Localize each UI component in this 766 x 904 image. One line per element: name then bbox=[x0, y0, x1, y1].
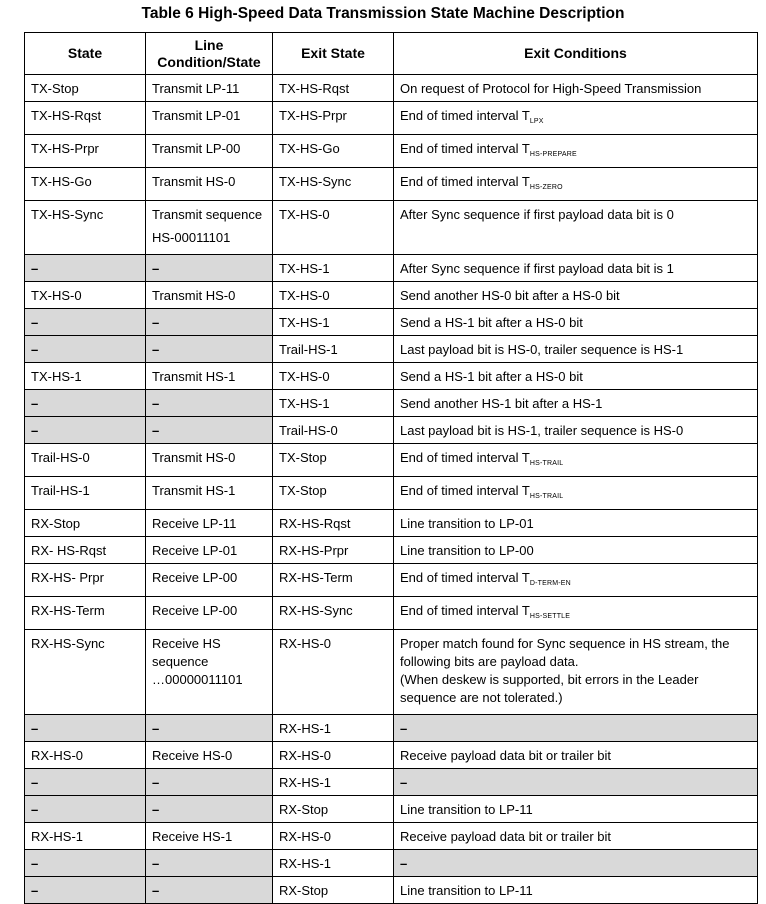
line-cell bbox=[146, 715, 273, 742]
exit-state-cell bbox=[273, 769, 394, 796]
exit-state-cell bbox=[273, 630, 394, 715]
state-cell bbox=[25, 877, 146, 904]
condition-line: End of timed interval T bbox=[400, 450, 530, 465]
condition-text bbox=[400, 107, 751, 131]
exit-state-cell bbox=[273, 417, 394, 444]
exit-condition-cell bbox=[394, 715, 758, 742]
exit-state-cell bbox=[273, 715, 394, 742]
line-text: Transmit HS-0 bbox=[152, 288, 236, 303]
condition-text bbox=[400, 140, 751, 164]
line-cell bbox=[146, 850, 273, 877]
state-cell bbox=[25, 742, 146, 769]
table-row bbox=[25, 715, 758, 742]
condition-line: – bbox=[400, 721, 408, 736]
state-cell bbox=[25, 537, 146, 564]
exit-state-cell bbox=[273, 537, 394, 564]
exit-state-cell bbox=[273, 796, 394, 823]
state-text: – bbox=[31, 721, 39, 736]
header-line-line2: Condition/State bbox=[157, 53, 261, 70]
condition-text bbox=[400, 569, 751, 593]
line-text: – bbox=[152, 396, 160, 411]
condition-line: Proper match found for Sync sequence in HS stream, the bbox=[400, 636, 730, 651]
state-text: RX-HS-Term bbox=[31, 603, 105, 618]
condition-text bbox=[400, 542, 751, 560]
line-cell bbox=[146, 597, 273, 630]
line-cell bbox=[146, 255, 273, 282]
state-text: – bbox=[31, 775, 39, 790]
condition-text bbox=[400, 482, 751, 506]
exit-state-text: TX-HS-0 bbox=[279, 369, 330, 384]
state-cell bbox=[25, 282, 146, 309]
line-text: – bbox=[152, 856, 160, 871]
exit-state-cell bbox=[273, 742, 394, 769]
table-row bbox=[25, 630, 758, 715]
table-row bbox=[25, 390, 758, 417]
line-text: sequence bbox=[152, 654, 209, 669]
state-cell bbox=[25, 75, 146, 102]
condition-line: – bbox=[400, 856, 408, 871]
condition-line: End of timed interval T bbox=[400, 108, 530, 123]
condition-line: Last payload bit is HS-1, trailer sequence is HS-0 bbox=[400, 423, 684, 438]
table-row bbox=[25, 336, 758, 363]
exit-condition-cell bbox=[394, 597, 758, 630]
exit-state-text: TX-Stop bbox=[279, 483, 327, 498]
exit-state-text: RX-HS-0 bbox=[279, 748, 332, 763]
line-cell bbox=[146, 168, 273, 201]
state-cell bbox=[25, 309, 146, 336]
state-text: RX-HS-Sync bbox=[31, 636, 105, 651]
exit-state-text: TX-HS-Go bbox=[279, 141, 340, 156]
state-text: TX-HS-Go bbox=[31, 174, 92, 189]
state-text: – bbox=[31, 802, 39, 817]
line-text: – bbox=[152, 721, 160, 736]
line-text: Receive HS-1 bbox=[152, 829, 233, 844]
condition-text bbox=[400, 422, 751, 440]
condition-text bbox=[400, 747, 751, 765]
condition-line: Send a HS-1 bit after a HS-0 bit bbox=[400, 369, 583, 384]
line-text: Receive HS-0 bbox=[152, 748, 233, 763]
line-text: Receive LP-11 bbox=[152, 516, 237, 531]
timing-subscript: LPX bbox=[529, 118, 544, 125]
line-cell bbox=[146, 796, 273, 823]
line-text: Receive LP-00 bbox=[152, 603, 238, 618]
state-cell bbox=[25, 477, 146, 510]
condition-line: End of timed interval T bbox=[400, 141, 530, 156]
state-text: TX-HS-Sync bbox=[31, 207, 104, 222]
condition-line: – bbox=[400, 775, 408, 790]
condition-line: Line transition to LP-11 bbox=[400, 802, 533, 817]
exit-state-cell bbox=[273, 510, 394, 537]
line-text: – bbox=[152, 342, 160, 357]
table-row bbox=[25, 477, 758, 510]
header-line-line1: Line bbox=[194, 36, 224, 53]
table-row bbox=[25, 877, 758, 904]
state-cell bbox=[25, 823, 146, 850]
exit-state-cell bbox=[273, 477, 394, 510]
line-cell bbox=[146, 282, 273, 309]
table-row bbox=[25, 75, 758, 102]
state-text: Trail-HS-0 bbox=[31, 450, 90, 465]
condition-text bbox=[400, 173, 751, 197]
line-cell bbox=[146, 201, 273, 255]
state-cell bbox=[25, 564, 146, 597]
line-text: HS-00011101 bbox=[152, 230, 231, 245]
line-cell bbox=[146, 336, 273, 363]
table-row bbox=[25, 255, 758, 282]
condition-line: following bits are payload data. bbox=[400, 654, 579, 669]
state-text: – bbox=[31, 261, 39, 276]
table-row bbox=[25, 102, 758, 135]
condition-text bbox=[400, 653, 751, 671]
exit-state-cell bbox=[273, 75, 394, 102]
exit-condition-cell bbox=[394, 769, 758, 796]
state-text: TX-HS-Prpr bbox=[31, 141, 99, 156]
table-row bbox=[25, 363, 758, 390]
exit-condition-cell bbox=[394, 417, 758, 444]
exit-state-text: Trail-HS-1 bbox=[279, 342, 338, 357]
table-row bbox=[25, 168, 758, 201]
state-text: – bbox=[31, 856, 39, 871]
condition-line: Line transition to LP-01 bbox=[400, 516, 534, 531]
exit-state-text: RX-HS-1 bbox=[279, 721, 332, 736]
exit-state-cell bbox=[273, 309, 394, 336]
exit-state-cell bbox=[273, 336, 394, 363]
state-cell bbox=[25, 597, 146, 630]
exit-condition-cell bbox=[394, 336, 758, 363]
state-text: Trail-HS-1 bbox=[31, 483, 90, 498]
line-text: Receive LP-00 bbox=[152, 570, 238, 585]
exit-state-text: TX-HS-Prpr bbox=[279, 108, 347, 123]
line-text: Transmit LP-01 bbox=[152, 108, 241, 123]
state-text: TX-Stop bbox=[31, 81, 79, 96]
exit-condition-cell bbox=[394, 877, 758, 904]
state-text: RX-HS-1 bbox=[31, 829, 84, 844]
condition-line: End of timed interval T bbox=[400, 570, 530, 585]
exit-state-text: RX-HS-1 bbox=[279, 856, 332, 871]
line-text: Transmit HS-1 bbox=[152, 483, 236, 498]
exit-condition-cell bbox=[394, 255, 758, 282]
exit-condition-cell bbox=[394, 102, 758, 135]
exit-condition-cell bbox=[394, 201, 758, 255]
line-text: …00000011101 bbox=[152, 672, 243, 687]
state-text: – bbox=[31, 315, 39, 330]
line-cell bbox=[146, 363, 273, 390]
table-row bbox=[25, 597, 758, 630]
condition-text bbox=[400, 449, 751, 473]
exit-state-cell bbox=[273, 102, 394, 135]
condition-line: (When deskew is supported, bit errors in the Leader bbox=[400, 672, 699, 687]
state-cell bbox=[25, 102, 146, 135]
state-cell bbox=[25, 168, 146, 201]
table-row bbox=[25, 564, 758, 597]
exit-state-text: RX-HS-Sync bbox=[279, 603, 353, 618]
condition-text bbox=[400, 774, 751, 792]
line-text: – bbox=[152, 775, 160, 790]
header-line-condition bbox=[146, 33, 273, 75]
condition-line: Line transition to LP-11 bbox=[400, 883, 533, 898]
line-text: Receive HS bbox=[152, 636, 221, 651]
line-cell bbox=[146, 823, 273, 850]
exit-state-text: TX-HS-1 bbox=[279, 315, 330, 330]
state-text: – bbox=[31, 883, 39, 898]
line-text: Transmit HS-0 bbox=[152, 174, 236, 189]
condition-text bbox=[400, 801, 751, 819]
exit-state-cell bbox=[273, 850, 394, 877]
exit-state-text: RX-Stop bbox=[279, 883, 329, 898]
state-text: – bbox=[31, 396, 39, 411]
exit-condition-cell bbox=[394, 444, 758, 477]
exit-condition-cell bbox=[394, 135, 758, 168]
exit-condition-cell bbox=[394, 742, 758, 769]
line-text: Transmit sequence bbox=[152, 207, 263, 222]
exit-state-cell bbox=[273, 255, 394, 282]
state-cell bbox=[25, 336, 146, 363]
state-cell bbox=[25, 796, 146, 823]
line-cell bbox=[146, 390, 273, 417]
condition-line: Send another HS-1 bit after a HS-1 bbox=[400, 396, 603, 411]
condition-line: End of timed interval T bbox=[400, 174, 530, 189]
condition-text bbox=[400, 689, 751, 707]
table-row bbox=[25, 769, 758, 796]
exit-state-text: RX-HS-1 bbox=[279, 775, 332, 790]
state-cell bbox=[25, 850, 146, 877]
exit-condition-cell bbox=[394, 796, 758, 823]
exit-condition-cell bbox=[394, 630, 758, 715]
exit-state-cell bbox=[273, 135, 394, 168]
state-cell bbox=[25, 444, 146, 477]
line-cell bbox=[146, 742, 273, 769]
line-text: Transmit HS-0 bbox=[152, 450, 236, 465]
exit-state-text: TX-HS-1 bbox=[279, 396, 330, 411]
condition-line: On request of Protocol for High-Speed Transmission bbox=[400, 81, 702, 96]
exit-state-cell bbox=[273, 390, 394, 417]
exit-condition-cell bbox=[394, 510, 758, 537]
exit-state-text: TX-HS-1 bbox=[279, 261, 330, 276]
exit-state-text: RX-HS-0 bbox=[279, 636, 332, 651]
timing-subscript: HS-ZERO bbox=[529, 184, 563, 191]
condition-line: Last payload bit is HS-0, trailer sequence is HS-1 bbox=[400, 342, 684, 357]
table-row bbox=[25, 742, 758, 769]
line-text: – bbox=[152, 315, 160, 330]
table-row bbox=[25, 537, 758, 564]
exit-state-text: RX-HS-0 bbox=[279, 829, 332, 844]
exit-condition-cell bbox=[394, 309, 758, 336]
exit-condition-cell bbox=[394, 168, 758, 201]
state-machine-table bbox=[24, 32, 758, 904]
state-cell bbox=[25, 769, 146, 796]
exit-state-cell bbox=[273, 564, 394, 597]
table-row bbox=[25, 850, 758, 877]
table-row bbox=[25, 417, 758, 444]
condition-text bbox=[400, 368, 751, 386]
timing-subscript: HS-SETTLE bbox=[529, 613, 571, 620]
condition-text bbox=[400, 206, 751, 224]
exit-state-cell bbox=[273, 363, 394, 390]
line-cell bbox=[146, 537, 273, 564]
condition-text bbox=[400, 720, 751, 738]
state-cell bbox=[25, 255, 146, 282]
exit-state-text: RX-HS-Rqst bbox=[279, 516, 351, 531]
table-row bbox=[25, 510, 758, 537]
condition-text bbox=[400, 314, 751, 332]
state-cell bbox=[25, 363, 146, 390]
state-cell bbox=[25, 201, 146, 255]
exit-state-cell bbox=[273, 201, 394, 255]
table-row bbox=[25, 201, 758, 255]
line-cell bbox=[146, 510, 273, 537]
state-text: TX-HS-1 bbox=[31, 369, 82, 384]
exit-condition-cell bbox=[394, 75, 758, 102]
condition-text bbox=[400, 341, 751, 359]
line-cell bbox=[146, 444, 273, 477]
condition-text bbox=[400, 80, 751, 98]
line-cell bbox=[146, 75, 273, 102]
exit-state-text: TX-HS-0 bbox=[279, 207, 330, 222]
condition-text bbox=[400, 855, 751, 873]
exit-state-cell bbox=[273, 877, 394, 904]
condition-line: sequence are not tolerated.) bbox=[400, 690, 563, 705]
line-cell bbox=[146, 135, 273, 168]
exit-state-text: RX-HS-Term bbox=[279, 570, 353, 585]
line-text: – bbox=[152, 261, 160, 276]
state-cell bbox=[25, 630, 146, 715]
line-cell bbox=[146, 477, 273, 510]
condition-text bbox=[400, 287, 751, 305]
state-cell bbox=[25, 715, 146, 742]
exit-state-cell bbox=[273, 444, 394, 477]
line-cell bbox=[146, 769, 273, 796]
header-row bbox=[25, 33, 758, 75]
exit-state-text: Trail-HS-0 bbox=[279, 423, 338, 438]
exit-condition-cell bbox=[394, 850, 758, 877]
condition-line: Send a HS-1 bit after a HS-0 bit bbox=[400, 315, 583, 330]
state-text: RX-HS- Prpr bbox=[31, 570, 104, 585]
condition-text bbox=[400, 602, 751, 626]
exit-condition-cell bbox=[394, 363, 758, 390]
condition-line: End of timed interval T bbox=[400, 483, 530, 498]
state-cell bbox=[25, 390, 146, 417]
line-text: Receive LP-01 bbox=[152, 543, 238, 558]
timing-subscript: HS-TRAIL bbox=[529, 493, 564, 500]
state-text: RX-Stop bbox=[31, 516, 81, 531]
table-row bbox=[25, 309, 758, 336]
state-cell bbox=[25, 135, 146, 168]
exit-state-text: RX-HS-Prpr bbox=[279, 543, 349, 558]
state-text: – bbox=[31, 342, 39, 357]
exit-state-cell bbox=[273, 168, 394, 201]
exit-state-cell bbox=[273, 597, 394, 630]
exit-state-text: TX-HS-Sync bbox=[279, 174, 352, 189]
exit-condition-cell bbox=[394, 564, 758, 597]
line-text: – bbox=[152, 883, 160, 898]
condition-line: Line transition to LP-00 bbox=[400, 543, 534, 558]
table-title: Table 6 High-Speed Data Transmission State Machine Description bbox=[141, 5, 625, 22]
timing-subscript: HS-TRAIL bbox=[529, 460, 564, 467]
condition-text bbox=[400, 882, 751, 900]
line-text: Transmit HS-1 bbox=[152, 369, 236, 384]
state-text: TX-HS-0 bbox=[31, 288, 82, 303]
line-cell bbox=[146, 309, 273, 336]
condition-text bbox=[400, 515, 751, 533]
exit-condition-cell bbox=[394, 823, 758, 850]
line-text: – bbox=[152, 423, 160, 438]
condition-line: Send another HS-0 bit after a HS-0 bit bbox=[400, 288, 620, 303]
line-text: – bbox=[152, 802, 160, 817]
exit-state-text: TX-Stop bbox=[279, 450, 327, 465]
line-cell bbox=[146, 417, 273, 444]
condition-line: After Sync sequence if first payload data bit is 1 bbox=[400, 261, 674, 276]
exit-state-cell bbox=[273, 823, 394, 850]
condition-line: After Sync sequence if first payload data bit is 0 bbox=[400, 207, 674, 222]
state-text: TX-HS-Rqst bbox=[31, 108, 102, 123]
header-exit-conditions: Exit Conditions bbox=[394, 33, 758, 75]
exit-state-text: TX-HS-0 bbox=[279, 288, 330, 303]
header-state: State bbox=[25, 33, 146, 75]
line-cell bbox=[146, 877, 273, 904]
condition-text bbox=[400, 671, 751, 689]
exit-state-text: TX-HS-Rqst bbox=[279, 81, 350, 96]
line-text: Transmit LP-00 bbox=[152, 141, 241, 156]
state-text: RX- HS-Rqst bbox=[31, 543, 107, 558]
table-body bbox=[25, 75, 758, 904]
line-cell bbox=[146, 102, 273, 135]
line-cell bbox=[146, 630, 273, 715]
exit-condition-cell bbox=[394, 537, 758, 564]
condition-text bbox=[400, 395, 751, 413]
condition-text bbox=[400, 635, 751, 653]
table-row bbox=[25, 823, 758, 850]
state-text: – bbox=[31, 423, 39, 438]
line-cell bbox=[146, 564, 273, 597]
condition-text bbox=[400, 260, 751, 278]
condition-text bbox=[400, 828, 751, 846]
exit-condition-cell bbox=[394, 282, 758, 309]
exit-condition-cell bbox=[394, 477, 758, 510]
state-cell bbox=[25, 510, 146, 537]
exit-state-cell bbox=[273, 282, 394, 309]
table-row bbox=[25, 135, 758, 168]
condition-line: End of timed interval T bbox=[400, 603, 530, 618]
timing-subscript: HS-PREPARE bbox=[529, 151, 577, 158]
condition-line: Receive payload data bit or trailer bit bbox=[400, 829, 612, 844]
state-cell bbox=[25, 417, 146, 444]
table-row bbox=[25, 444, 758, 477]
state-text: RX-HS-0 bbox=[31, 748, 84, 763]
exit-state-text: RX-Stop bbox=[279, 802, 329, 817]
table-row bbox=[25, 796, 758, 823]
condition-line: Receive payload data bit or trailer bit bbox=[400, 748, 612, 763]
header-exit-state: Exit State bbox=[273, 33, 394, 75]
table-row bbox=[25, 282, 758, 309]
exit-condition-cell bbox=[394, 390, 758, 417]
line-text: Transmit LP-11 bbox=[152, 81, 240, 96]
timing-subscript: D-TERM-EN bbox=[529, 580, 571, 587]
